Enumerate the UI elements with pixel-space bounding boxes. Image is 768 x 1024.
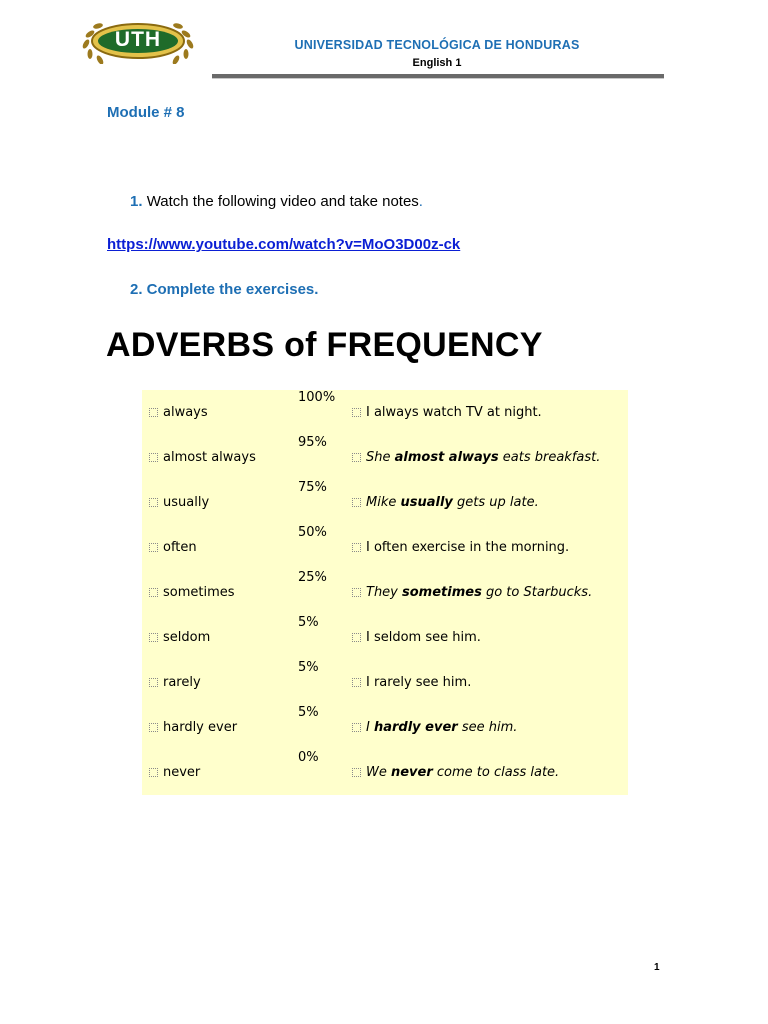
percent-label: 100% xyxy=(298,390,336,405)
percent-label: 5% xyxy=(298,615,319,630)
adverb-label: almost always xyxy=(149,450,256,465)
example-sentence: I hardly ever see him. xyxy=(352,720,517,735)
task-1-text: Watch the following video and take notes xyxy=(146,193,419,210)
adverb-label: always xyxy=(149,405,208,420)
adverb-label: sometimes xyxy=(149,585,235,600)
table-row xyxy=(142,525,628,570)
bullet-box-icon xyxy=(352,543,361,552)
adverb-label: never xyxy=(149,765,200,780)
task-1 xyxy=(130,193,423,210)
table-row xyxy=(142,615,628,660)
bullet-box-icon xyxy=(149,588,158,597)
table-row xyxy=(142,435,628,480)
bullet-box-icon xyxy=(352,633,361,642)
percent-label: 95% xyxy=(298,435,327,450)
adverb-label: usually xyxy=(149,495,209,510)
table-row xyxy=(142,390,628,435)
bullet-box-icon xyxy=(149,543,158,552)
adverbs-table xyxy=(142,390,628,795)
adverb-label: seldom xyxy=(149,630,210,645)
bullet-box-icon xyxy=(352,723,361,732)
example-sentence: I often exercise in the morning. xyxy=(352,540,569,555)
adverb-label: often xyxy=(149,540,197,555)
bullet-box-icon xyxy=(352,453,361,462)
logo-lettering: UTH xyxy=(114,28,162,51)
example-sentence: We never come to class late. xyxy=(352,765,559,780)
task-1-period: . xyxy=(418,193,423,210)
bullet-box-icon xyxy=(149,768,158,777)
page-title: ADVERBS of FREQUENCY xyxy=(106,326,543,364)
percent-label: 0% xyxy=(298,750,319,765)
bullet-box-icon xyxy=(149,498,158,507)
bullet-box-icon xyxy=(149,633,158,642)
table-row xyxy=(142,750,628,795)
bullet-box-icon xyxy=(149,723,158,732)
bullet-box-icon xyxy=(149,678,158,687)
example-sentence: I rarely see him. xyxy=(352,675,471,690)
table-row xyxy=(142,480,628,525)
bullet-box-icon xyxy=(149,453,158,462)
percent-label: 5% xyxy=(298,660,319,675)
example-sentence: Mike usually gets up late. xyxy=(352,495,539,510)
bullet-box-icon xyxy=(149,408,158,417)
bullet-box-icon xyxy=(352,768,361,777)
task-1-number: 1. xyxy=(130,193,143,210)
table-row xyxy=(142,660,628,705)
percent-label: 25% xyxy=(298,570,327,585)
table-row xyxy=(142,705,628,750)
percent-label: 5% xyxy=(298,705,319,720)
university-logo xyxy=(76,14,200,64)
example-sentence: She almost always eats breakfast. xyxy=(352,450,600,465)
bullet-box-icon xyxy=(352,498,361,507)
course-name: English 1 xyxy=(412,57,462,69)
header-divider xyxy=(212,74,664,79)
university-name: UNIVERSIDAD TECNOLÓGICA DE HONDURAS xyxy=(294,38,580,52)
module-title: Module # 8 xyxy=(107,104,185,121)
example-sentence: I always watch TV at night. xyxy=(352,405,542,420)
percent-label: 75% xyxy=(298,480,327,495)
task-2: 2. Complete the exercises. xyxy=(130,281,319,298)
adverb-label: rarely xyxy=(149,675,201,690)
table-row xyxy=(142,570,628,615)
adverb-label: hardly ever xyxy=(149,720,237,735)
page-number: 1 xyxy=(654,962,660,973)
percent-label: 50% xyxy=(298,525,327,540)
example-sentence: They sometimes go to Starbucks. xyxy=(352,585,592,600)
video-link[interactable]: https://www.youtube.com/watch?v=MoO3D00z-ck xyxy=(107,236,461,253)
example-sentence: I seldom see him. xyxy=(352,630,481,645)
bullet-box-icon xyxy=(352,408,361,417)
bullet-box-icon xyxy=(352,588,361,597)
bullet-box-icon xyxy=(352,678,361,687)
